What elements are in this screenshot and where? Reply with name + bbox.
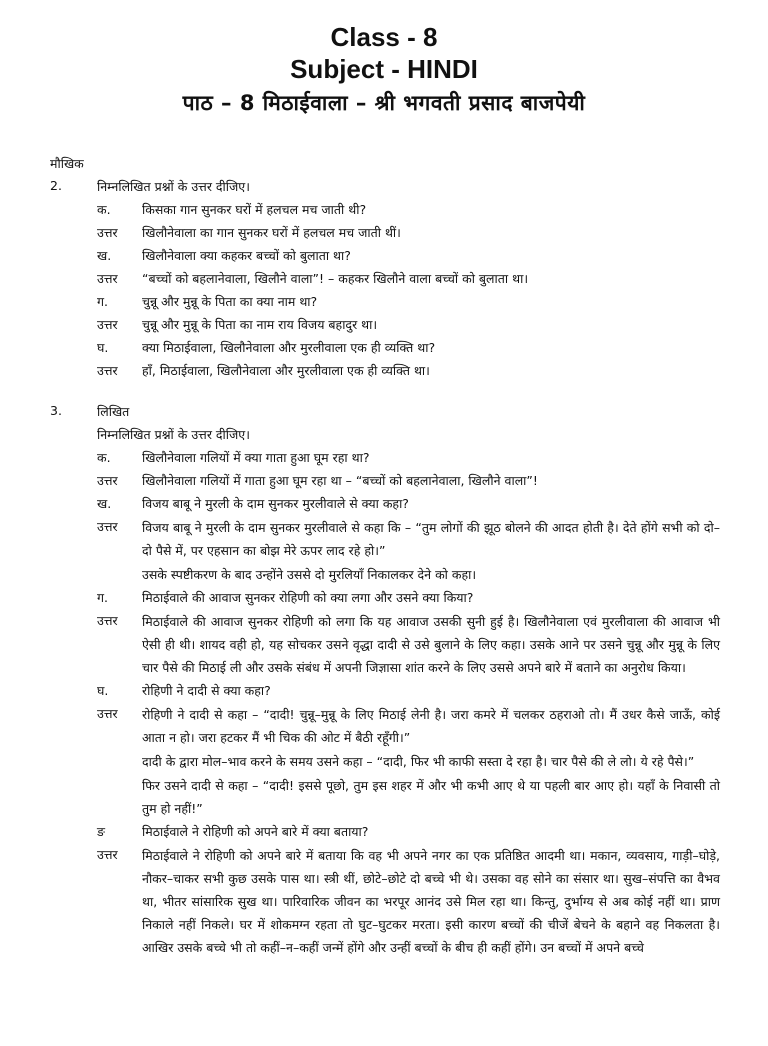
item-text: खिलौनेवाला का गान सुनकर घरों में हलचल मच जाती थीं। [142, 225, 401, 240]
item-label: ख. [97, 248, 112, 263]
q3-instruction-line [0, 423, 768, 446]
item-text: क्या मिठाईवाला, खिलौनेवाला और मुरलीवाला एक ही व्यक्ति था? [142, 340, 436, 355]
item-label: उत्तर [97, 271, 118, 286]
class-title: Class - 8 [330, 22, 438, 52]
question-kha [0, 492, 768, 515]
answer-paragraph: फिर उसने दादी से कहा – “दादी! इससे पूछो, तुम इस शहर में और भी कभी आए थे या पहली बार आए हो। यहाँ के निवासी तो तुम हो नहीं!” [142, 778, 720, 816]
item-text: किसका गान सुनकर घरों में हलचल मच जाती थी? [142, 202, 367, 217]
item-label: उत्तर [97, 473, 118, 488]
q3-instruction: निम्नलिखित प्रश्नों के उत्तर दीजिए। [97, 427, 250, 442]
oral-heading: मौखिक [50, 156, 84, 171]
item-label: उत्तर [97, 706, 118, 721]
answer-paragraph: रोहिणी ने दादी से कहा – “दादी! चुन्नू–मुन्नू के लिए मिठाई लेनी है। जरा कमरे में चलकर ठहराओ तो। मैं उधर कैसे जाऊँ, कोई आता न हो। जरा हटकर मैं भी चिक की ओट में बैठी रहूँगी।” [142, 707, 720, 745]
item-text: विजय बाबू ने मुरली के दाम सुनकर मुरलीवाले से क्या कहा? [142, 496, 409, 511]
document-body [0, 152, 768, 959]
item-label: उत्तर [97, 847, 118, 862]
answer-paragraph: विजय बाबू ने मुरली के दाम सुनकर मुरलीवाले से कहा कि – “तुम लोगों की झूठ बोलने की आदत होती है। देते होंगे सभी को दो–दो पैसे में, पर एहसान का बोझ मेरे ऊपर लाद रहे हो।” [142, 520, 720, 558]
answer-ga [0, 609, 768, 679]
question-nga [0, 820, 768, 843]
item-text: चुन्नू और मुन्नू के पिता का नाम राय विजय बहादुर था। [142, 317, 378, 332]
item-text: खिलौनेवाला क्या कहकर बच्चों को बुलाता था? [142, 248, 351, 263]
section-spacer [0, 382, 768, 400]
list-item [0, 290, 768, 313]
oral-heading-line [0, 152, 768, 175]
q2-instruction: निम्नलिखित प्रश्नों के उत्तर दीजिए। [97, 179, 250, 194]
list-item [0, 221, 768, 244]
subject-title: Subject - HINDI [290, 54, 478, 84]
item-label: उत्तर [97, 317, 118, 332]
question-ka [0, 446, 768, 469]
document-header [0, 22, 768, 118]
list-item [0, 313, 768, 336]
answer-paragraph: मिठाईवाले की आवाज सुनकर रोहिणी को लगा कि यह आवाज उसकी सुनी हुई है। खिलौनेवाला एवं मुरलीवाला की आवाज भी ऐसी ही थी। शायद वही हो, यह सोचकर उसने वृद्धा दादी से उसे बुलाने के लिए कहा। उसके आने पर उसने चुन्नू और मुन्नू के लिए चार पैसे की मिठाई ली और उसके संबंध में अपनी जिज्ञासा शांत करने के लिए उससे अपने बारे में बताने का अनुरोध किया। [142, 614, 720, 675]
item-label: घ. [97, 683, 109, 698]
answer-gha [0, 702, 768, 820]
item-text: रोहिणी ने दादी से क्या कहा? [142, 683, 271, 698]
item-label: ग. [97, 294, 109, 309]
answer-paragraph: उसके स्पष्टीकरण के बाद उन्होंने उससे दो मुरलियाँ निकालकर देने को कहा। [142, 567, 477, 582]
q2-line [0, 175, 768, 198]
item-label: ङ [97, 824, 105, 839]
item-label: ग. [97, 590, 109, 605]
lesson-title: पाठ – 8 मिठाईवाला – श्री भगवती प्रसाद बाजपेयी [182, 91, 586, 115]
question-ga [0, 586, 768, 609]
q3-number: 3. [50, 403, 62, 418]
list-item [0, 359, 768, 382]
question-gha [0, 679, 768, 702]
answer-kha [0, 515, 768, 586]
list-item [0, 267, 768, 290]
answer-nga [0, 843, 768, 959]
item-label: उत्तर [97, 363, 118, 378]
item-label: घ. [97, 340, 109, 355]
item-label: उत्तर [97, 225, 118, 240]
item-label: उत्तर [97, 519, 118, 534]
answer-ka [0, 469, 768, 492]
item-label: क. [97, 450, 111, 465]
item-text: चुन्नू और मुन्नू के पिता का क्या नाम था? [142, 294, 318, 309]
item-label: उत्तर [97, 613, 118, 628]
written-heading: लिखित [97, 404, 130, 419]
item-text: मिठाईवाले ने रोहिणी को अपने बारे में क्या बताया? [142, 824, 369, 839]
item-label: क. [97, 202, 111, 217]
item-text: “बच्चों को बहलानेवाला, खिलौने वाला”! – कहकर खिलौने वाला बच्चों को बुलाता था। [142, 271, 529, 286]
list-item [0, 336, 768, 359]
item-text: खिलौनेवाला गलियों में क्या गाता हुआ घूम रहा था? [142, 450, 370, 465]
list-item [0, 198, 768, 221]
answer-paragraph: मिठाईवाले ने रोहिणी को अपने बारे में बताया कि वह भी अपने नगर का एक प्रतिष्ठित आदमी था। मकान, व्यवसाय, गाड़ी–घोड़े, नौकर–चाकर सभी कुछ उसके पास था। स्त्री थीं, छोटे–छोटे दो बच्चे भी थे। उसका वह सोने का संसार था। सुख–संपत्ति का वैभव था, भीतर सांसारिक सुख था। पारिवारिक जीवन का भरपूर आनंद उसे मिल रहा था। किन्तु, दुर्भाग्य से अब कोई नहीं था। प्राण निकाले नहीं निकले। घर में शोकमग्न रहता तो घुट–घुटकर मरता। इसी कारण बच्चों की चीजें बेचने के बहाने वह निकलता है। आखिर उसके बच्चे भी तो कहीं–न–कहीं जन्में होंगे और उन्हीं बच्चों के बीच ही कहीं होंगे। उन बच्चों में अपने बच्चे [142, 848, 720, 955]
q2-number: 2. [50, 178, 62, 193]
list-item [0, 244, 768, 267]
item-text: खिलौनेवाला गलियों में गाता हुआ घूम रहा था – “बच्चों को बहलानेवाला, खिलौने वाला”! [142, 473, 538, 488]
item-label: ख. [97, 496, 112, 511]
q3-line [0, 400, 768, 423]
item-text: हाँ, मिठाईवाला, खिलौनेवाला और मुरलीवाला एक ही व्यक्ति था। [142, 363, 430, 378]
item-text: मिठाईवाले की आवाज सुनकर रोहिणी को क्या लगा और उसने क्या किया? [142, 590, 474, 605]
answer-paragraph: दादी के द्वारा मोल–भाव करने के समय उसने कहा – “दादी, फिर भी काफी सस्ता दे रहा है। चार पैसे की ले लो। ये रहे पैसे।” [142, 754, 695, 769]
